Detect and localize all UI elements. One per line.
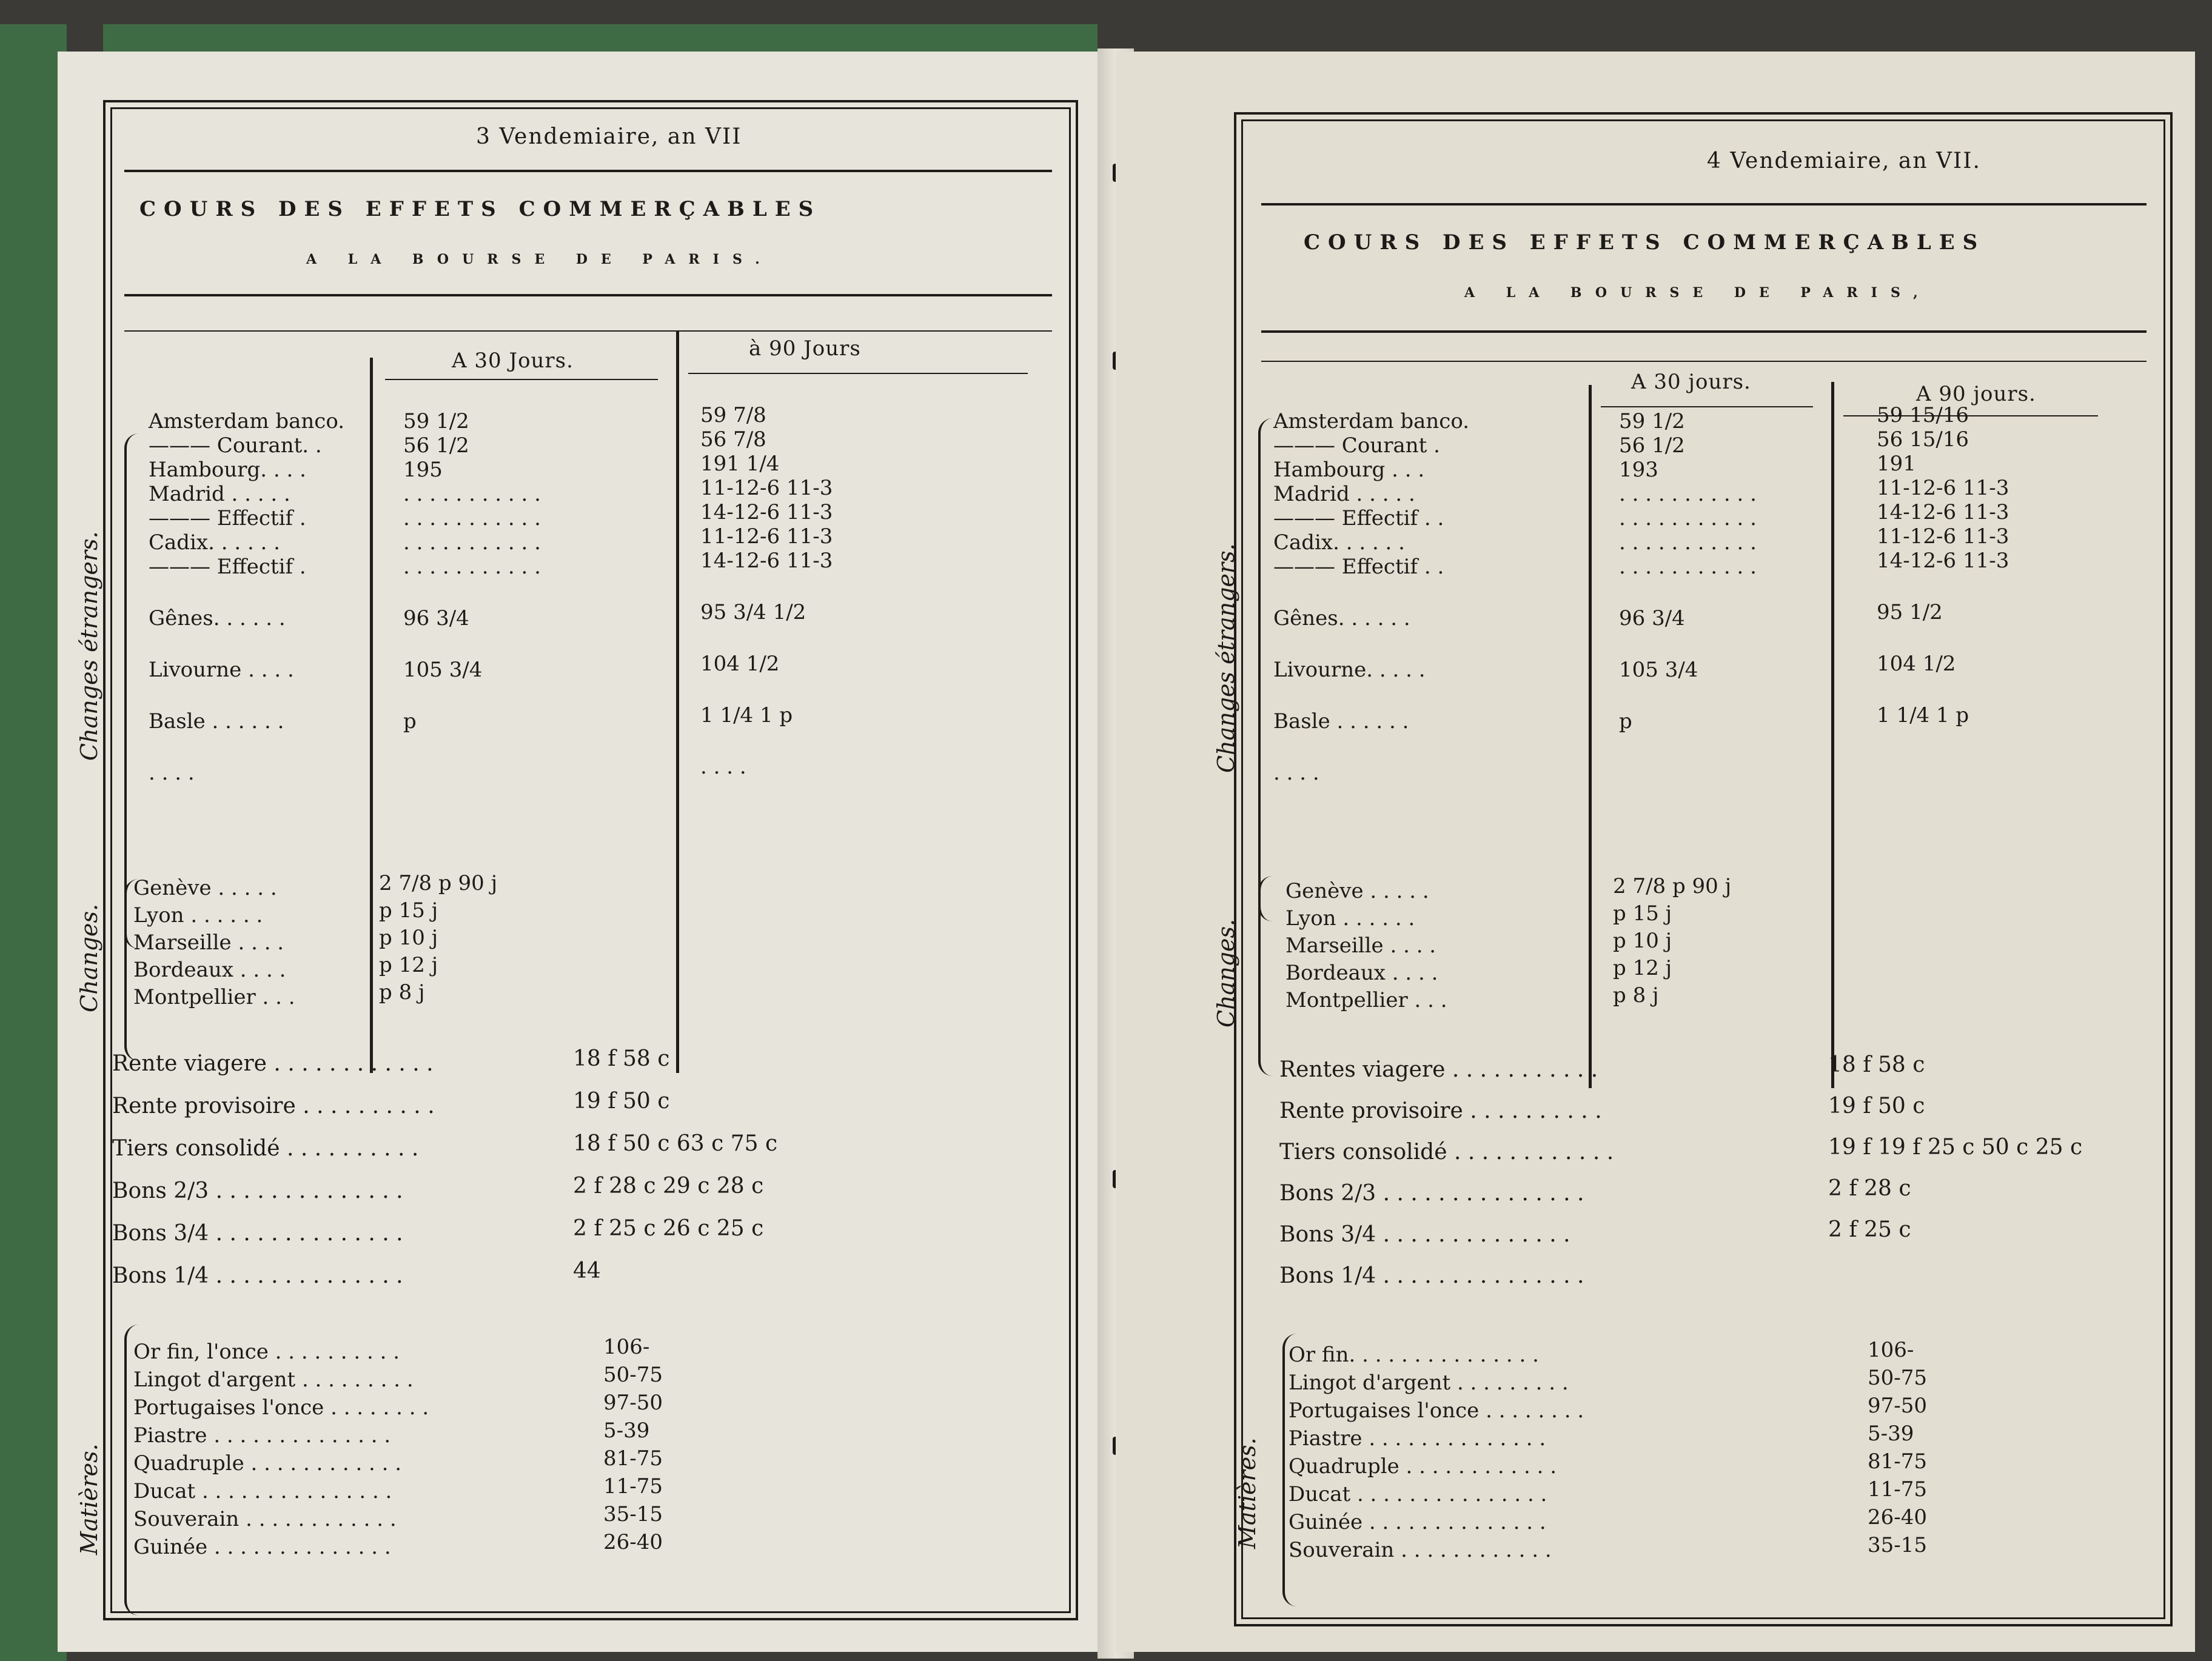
foreign-exchange-30-days: . . . . . . . . . . . [1619,555,1757,579]
rente-name: Tiers consolidé . . . . . . . . . . [112,1136,419,1161]
domestic-exchange-name: Marseille . . . . [1285,934,1436,958]
foreign-exchange-name: . . . . [1273,761,1319,785]
foreign-exchange-30-days: . . . . . . . . . . . [403,506,541,530]
metal-price: 26-40 [1868,1505,1928,1529]
foreign-exchange-90-days: 14-12-6 11-3 [1877,549,2009,573]
rente-value: 19 f 50 c [1828,1094,1925,1118]
right-page-date: 4 Vendemiaire, an VII. [1707,149,1981,173]
foreign-exchange-30-days: 193 [1619,458,1658,482]
rente-value: 18 f 50 c 63 c 75 c [573,1131,778,1156]
foreign-exchange-name: ——— Effectif . . [1273,555,1444,579]
column-rule [1589,385,1592,1088]
rente-value: 19 f 19 f 25 c 50 c 25 c [1828,1135,2083,1160]
metal-price: 97-50 [603,1391,663,1415]
right-changes-etrangers-label: Changes étrangers. [1213,543,1239,773]
rule [124,170,1052,172]
foreign-exchange-30-days: . . . . . . . . . . . [403,482,541,506]
column-rule [676,330,679,1073]
column-rule [370,358,373,1073]
left-page-frame [103,100,1078,1620]
rule [385,379,658,380]
left-matieres-label: Matières. [76,1443,102,1555]
left-page-subtitle: A LA BOURSE DE PARIS. [306,252,773,267]
metal-name: Guinée . . . . . . . . . . . . . . [133,1535,391,1559]
rente-name: Bons 2/3 . . . . . . . . . . . . . . [112,1178,403,1203]
rente-name: Rentes viagere . . . . . . . . . . . [1279,1057,1598,1082]
foreign-exchange-30-days: 195 [403,458,443,482]
metal-price: 11-75 [1868,1477,1928,1502]
foreign-exchange-30-days: 56 1/2 [403,433,469,458]
foreign-exchange-name: ——— Courant . [1273,433,1440,458]
right-matieres-label: Matières. [1234,1437,1261,1549]
metal-name: Quadruple . . . . . . . . . . . . [1289,1454,1557,1479]
foreign-exchange-90-days: 56 7/8 [700,427,766,452]
book-cover-edge [0,24,67,1661]
foreign-exchange-30-days: . . . . . . . . . . . [1619,506,1757,530]
foreign-exchange-name: Livourne . . . . [149,658,294,682]
domestic-exchange-rate: p 15 j [379,898,438,923]
foreign-exchange-30-days: 59 1/2 [1619,409,1685,433]
foreign-exchange-name: Amsterdam banco. [1273,409,1470,433]
foreign-exchange-90-days: 104 1/2 [700,652,780,676]
brace [1258,876,1273,1076]
metal-price: 106- [603,1335,650,1359]
foreign-exchange-name: Hambourg. . . . [149,458,306,482]
foreign-exchange-30-days: 96 3/4 [1619,606,1685,630]
foreign-exchange-name: Livourne. . . . . [1273,658,1426,682]
foreign-exchange-90-days: 11-12-6 11-3 [700,524,833,549]
rente-value: 2 f 25 c [1828,1217,1911,1242]
rule [1601,406,1813,407]
foreign-exchange-name: Amsterdam banco. [149,409,345,433]
metal-price: 11-75 [603,1474,663,1499]
foreign-exchange-30-days: . . . . . . . . . . . [1619,530,1757,555]
rente-value: 18 f 58 c [1828,1052,1925,1077]
rente-name: Bons 1/4 . . . . . . . . . . . . . . . [1279,1263,1584,1288]
left-page [58,52,1122,1652]
foreign-exchange-30-days: p [1619,709,1632,734]
foreign-exchange-name: Cadix. . . . . . [1273,530,1405,555]
rente-name: Rente provisoire . . . . . . . . . . [1279,1098,1602,1123]
foreign-exchange-name: ——— Effectif . [149,506,306,530]
foreign-exchange-name: . . . . [149,761,195,785]
metal-name: Guinée . . . . . . . . . . . . . . [1289,1510,1546,1534]
domestic-exchange-name: Montpellier . . . [1285,988,1447,1012]
left-changes-label: Changes. [76,903,102,1012]
rente-value: 44 [573,1258,601,1283]
foreign-exchange-30-days: 56 1/2 [1619,433,1685,458]
domestic-exchange-rate: p 12 j [1613,956,1672,980]
domestic-exchange-rate: 2 7/8 p 90 j [1613,874,1732,898]
column-rule [1831,382,1834,1088]
rente-name: Bons 3/4 . . . . . . . . . . . . . . [1279,1222,1570,1247]
foreign-exchange-90-days: 11-12-6 11-3 [700,476,833,500]
metal-name: Souverain . . . . . . . . . . . . [133,1507,397,1531]
left-page-title: COURS DES EFFETS COMMERÇABLES [139,197,822,221]
brace [1258,418,1273,921]
domestic-exchange-name: Genève . . . . . [1285,879,1429,903]
right-page [1116,52,2195,1652]
domestic-exchange-rate: p 12 j [379,953,438,977]
foreign-exchange-name: Hambourg . . . [1273,458,1425,482]
foreign-exchange-90-days: 11-12-6 11-3 [1877,524,2009,549]
foreign-exchange-name: Gênes. . . . . . [1273,606,1410,630]
domestic-exchange-rate: 2 7/8 p 90 j [379,871,498,895]
brace [124,433,139,949]
domestic-exchange-name: Lyon . . . . . . [1285,906,1415,931]
metal-price: 35-15 [603,1502,663,1526]
metal-price: 97-50 [1868,1394,1928,1418]
foreign-exchange-90-days: 14-12-6 11-3 [700,500,833,524]
left-col-30-header: A 30 Jours. [452,349,574,373]
rule [1261,361,2147,362]
left-col-90-header: à 90 Jours [749,336,861,361]
rente-value: 2 f 25 c 26 c 25 c [573,1216,764,1241]
foreign-exchange-name: Madrid . . . . . [149,482,290,506]
domestic-exchange-name: Bordeaux . . . . [133,958,286,982]
foreign-exchange-90-days: 1 1/4 1 p [700,703,793,727]
foreign-exchange-30-days: p [403,709,417,734]
right-col-90-header: A 90 jours. [1916,382,2036,406]
rule [688,373,1028,374]
foreign-exchange-90-days: 59 7/8 [700,403,766,427]
right-changes-label: Changes. [1213,918,1239,1028]
right-page-title: COURS DES EFFETS COMMERÇABLES [1304,230,1986,255]
rente-value: 2 f 28 c [1828,1176,1911,1201]
metal-price: 81-75 [1868,1449,1928,1474]
metal-price: 81-75 [603,1446,663,1471]
domestic-exchange-name: Bordeaux . . . . [1285,961,1438,985]
foreign-exchange-90-days: 191 1/4 [700,452,780,476]
foreign-exchange-30-days: . . . . . . . . . . . [1619,482,1757,506]
metal-name: Lingot d'argent . . . . . . . . . [133,1368,414,1392]
foreign-exchange-90-days: 104 1/2 [1877,652,1956,676]
left-changes-etrangers-label: Changes étrangers. [76,531,102,761]
metal-name: Or fin, l'once . . . . . . . . . . [133,1340,400,1364]
domestic-exchange-rate: p 15 j [1613,901,1672,926]
rente-name: Rente provisoire . . . . . . . . . . [112,1094,435,1118]
domestic-exchange-rate: p 10 j [379,926,438,950]
foreign-exchange-30-days: 59 1/2 [403,409,469,433]
foreign-exchange-name: Gênes. . . . . . [149,606,286,630]
domestic-exchange-name: Marseille . . . . [133,931,284,955]
rente-name: Bons 1/4 . . . . . . . . . . . . . . [112,1263,403,1288]
metal-price: 50-75 [603,1363,663,1387]
metal-price: 35-15 [1868,1533,1928,1557]
domestic-exchange-name: Genève . . . . . [133,876,277,900]
foreign-exchange-name: Madrid . . . . . [1273,482,1415,506]
rente-value: 19 f 50 c [573,1089,670,1114]
foreign-exchange-90-days: 59 15/16 [1877,403,1969,427]
foreign-exchange-name: ——— Effectif . . [1273,506,1444,530]
metal-price: 106- [1868,1338,1914,1362]
foreign-exchange-30-days: . . . . . . . . . . . [403,555,541,579]
metal-name: Quadruple . . . . . . . . . . . . [133,1451,402,1476]
foreign-exchange-90-days: 95 3/4 1/2 [700,600,806,624]
domestic-exchange-rate: p 8 j [379,980,425,1004]
metal-name: Portugaises l'once . . . . . . . . [133,1395,429,1420]
foreign-exchange-90-days: 191 [1877,452,1916,476]
rente-name: Bons 2/3 . . . . . . . . . . . . . . . [1279,1181,1584,1206]
metal-name: Ducat . . . . . . . . . . . . . . . [1289,1482,1547,1506]
rule [124,294,1052,296]
foreign-exchange-30-days: . . . . . . . . . . . [403,530,541,555]
rente-name: Rente viagere . . . . . . . . . . . . [112,1051,434,1076]
foreign-exchange-90-days: 14-12-6 11-3 [1877,500,2009,524]
foreign-exchange-name: ——— Effectif . [149,555,306,579]
foreign-exchange-30-days: 105 3/4 [1619,658,1698,682]
foreign-exchange-name: Cadix. . . . . . [149,530,280,555]
metal-name: Lingot d'argent . . . . . . . . . [1289,1371,1569,1395]
left-page-date: 3 Vendemiaire, an VII [476,124,742,149]
foreign-exchange-name: Basle . . . . . . [1273,709,1409,734]
foreign-exchange-30-days: 105 3/4 [403,658,483,682]
foreign-exchange-30-days: 96 3/4 [403,606,469,630]
domestic-exchange-name: Lyon . . . . . . [133,903,263,927]
foreign-exchange-90-days: 11-12-6 11-3 [1877,476,2009,500]
rule [124,330,1052,332]
metal-price: 5-39 [1868,1422,1914,1446]
metal-price: 26-40 [603,1530,663,1554]
metal-name: Portugaises l'once . . . . . . . . [1289,1399,1584,1423]
foreign-exchange-name: Basle . . . . . . [149,709,284,734]
metal-price: 5-39 [603,1419,650,1443]
domestic-exchange-rate: p 10 j [1613,929,1672,953]
metal-price: 50-75 [1868,1366,1928,1390]
foreign-exchange-90-days: 56 15/16 [1877,427,1969,452]
rente-value: 2 f 28 c 29 c 28 c [573,1174,764,1198]
metal-name: Or fin. . . . . . . . . . . . . . . [1289,1343,1539,1367]
domestic-exchange-rate: p 8 j [1613,983,1659,1008]
foreign-exchange-90-days: . . . . [700,755,746,779]
rente-name: Bons 3/4 . . . . . . . . . . . . . . [112,1221,403,1246]
metal-name: Ducat . . . . . . . . . . . . . . . [133,1479,392,1503]
metal-name: Piastre . . . . . . . . . . . . . . [133,1423,391,1448]
metal-name: Souverain . . . . . . . . . . . . [1289,1538,1552,1562]
rente-name: Tiers consolidé . . . . . . . . . . . . [1279,1140,1614,1165]
rule [1261,330,2147,333]
foreign-exchange-90-days: 95 1/2 [1877,600,1943,624]
foreign-exchange-90-days: 1 1/4 1 p [1877,703,1969,727]
domestic-exchange-name: Montpellier . . . [133,985,295,1009]
right-col-30-header: A 30 jours. [1631,370,1751,394]
foreign-exchange-name: ——— Courant. . [149,433,322,458]
right-page-subtitle: A LA BOURSE DE PARIS, [1464,285,1931,301]
rente-value: 18 f 58 c [573,1046,670,1071]
foreign-exchange-90-days: 14-12-6 11-3 [700,549,833,573]
metal-name: Piastre . . . . . . . . . . . . . . [1289,1426,1546,1451]
rule [1261,203,2147,206]
